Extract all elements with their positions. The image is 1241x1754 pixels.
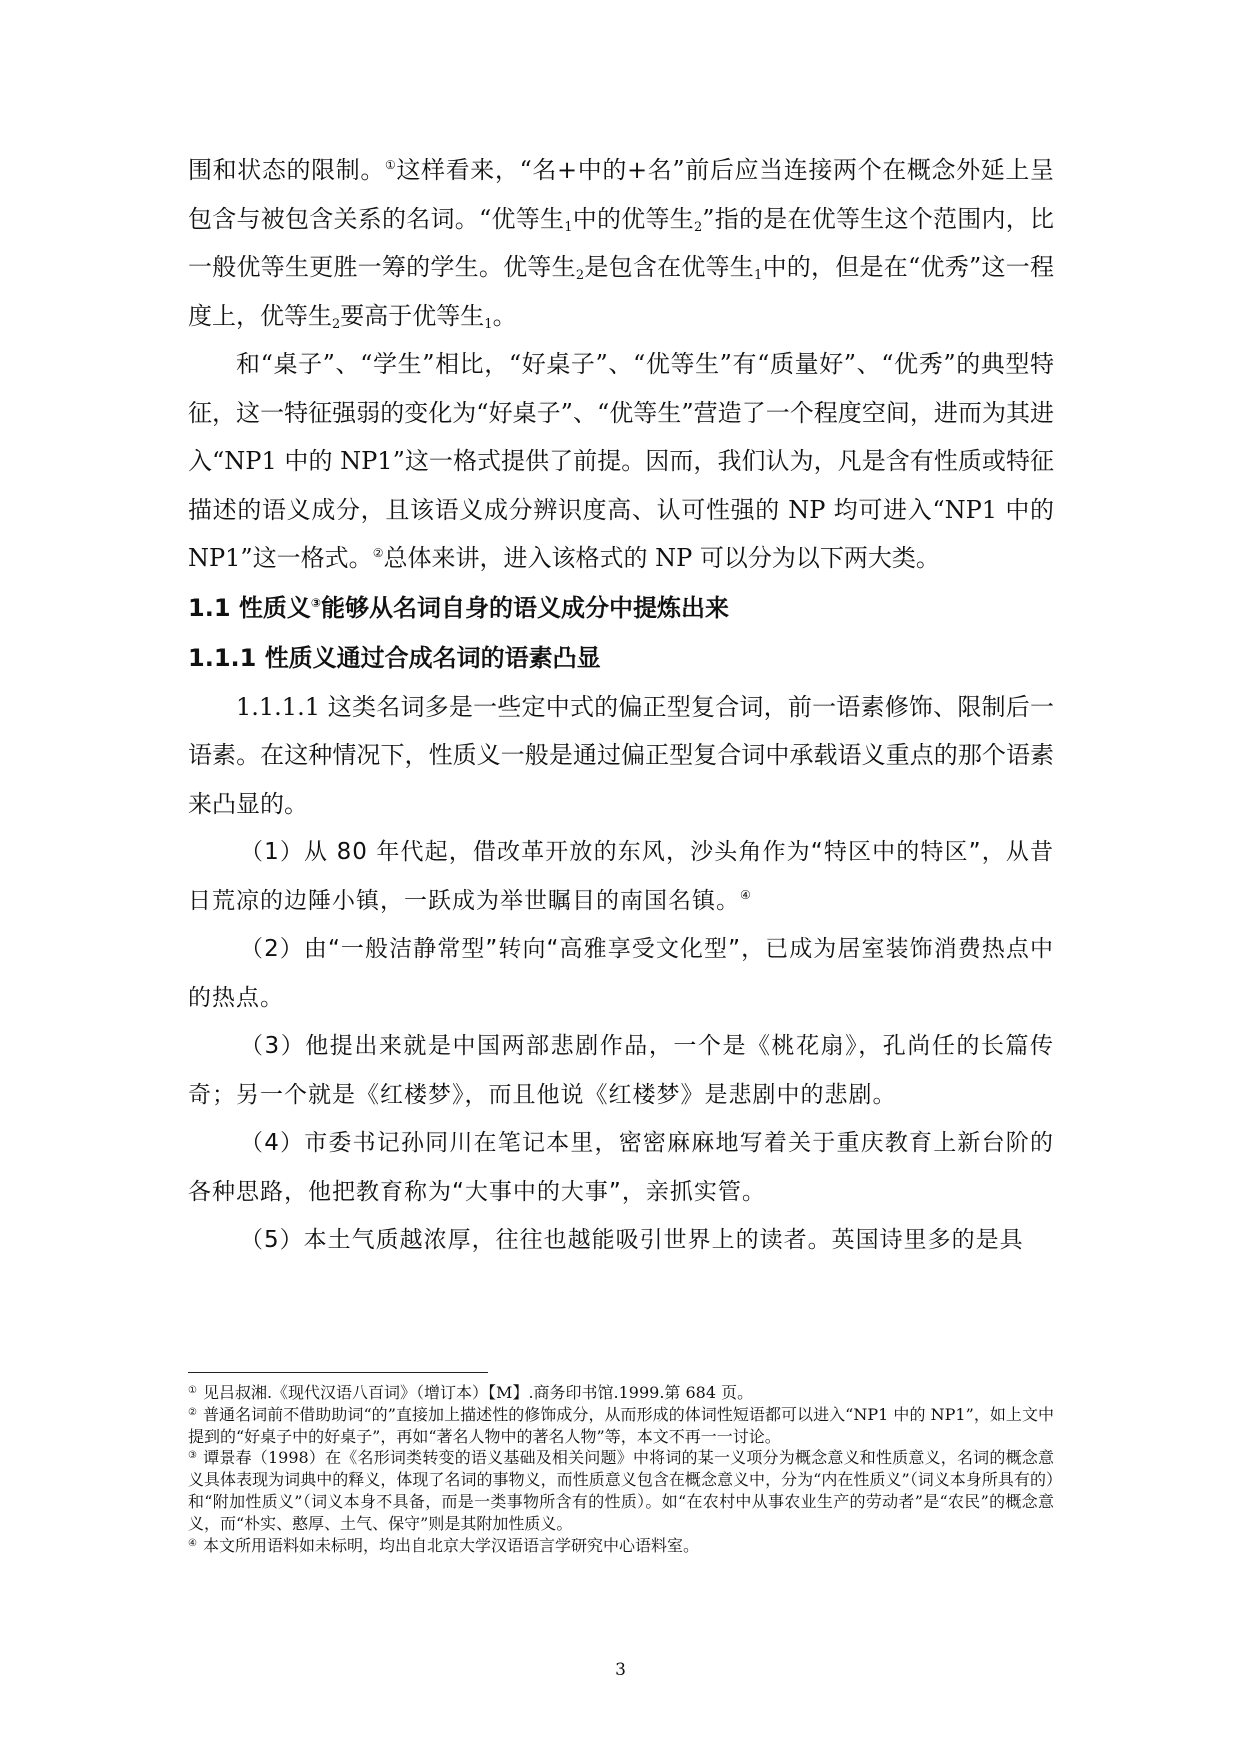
footnote-mark: ①	[188, 1385, 197, 1396]
footnote-ref: ①	[385, 158, 397, 172]
example-sentence: （3）他提出来就是中国两部悲剧作品，一个是《桃花扇》，孔尚任的长篇传奇；另一个就是《红楼梦》，而且他说《红楼梦》是悲剧中的悲剧。	[188, 1033, 1054, 1108]
footnote-mark: ④	[188, 1537, 197, 1549]
subscript: 1	[484, 316, 493, 332]
footnotes	[188, 1382, 1054, 1556]
subscript: 1	[564, 219, 573, 235]
example-sentence: （5）本土气质越浓厚，往往也越能吸引世界上的读者。英国诗里多的是具	[240, 1227, 1024, 1253]
text-run: 是包含在优等生	[584, 253, 755, 281]
footnote	[188, 1382, 1054, 1404]
text-run: 这样看来，“名+中的+名”前后应当连接两个在概念外延上呈包含与被包含关系的名词。“优等生	[188, 156, 1054, 233]
heading-text: 能够从名词自身的语义成分中提炼出来	[321, 593, 730, 622]
text-run: 。	[492, 301, 517, 330]
text-run: 中的优等生	[572, 204, 694, 233]
paragraph	[188, 146, 1054, 340]
footnote-mark: ②	[188, 1406, 198, 1418]
subscript: 2	[575, 268, 585, 283]
footnote-text: 本文所用语料如未标明，均出自北京大学汉语语言学研究中心语料室。	[202, 1535, 699, 1555]
footnote-text: 见吕叔湘.《现代汉语八百词》（增订本）【M】.商务印书馆.1999.第 684 页。	[202, 1383, 754, 1402]
subscript: 2	[332, 316, 341, 332]
footnote-divider	[188, 1372, 488, 1373]
footnote-text: 谭景春（1998）在《名形词类转变的语义基础及相关问题》中将词的某一义项分为概念意义和性质意义，名词的概念意义具体表现为词典中的释义，体现了名词的事物义，而性质意义包含在概念意义中，分为“内在性质义”（词义本身所具有的）和“附加性质义”（词义本身不具备，而是一类事物所含有的性质）。如“在农村中从事农业生产的劳动者”是“农民”的概念意义，而“朴实、憨厚、土气、保守”则是其附加性质义。	[188, 1448, 1054, 1533]
subscript: 2	[693, 219, 703, 235]
footnote	[188, 1404, 1054, 1448]
text-run: 和“桌子”、“学生”相比，“好桌子”、“优等生”有“质量好”、“优秀”的典型特征，这一特征强弱的变化为“好桌子”、“优等生”营造了一个程度空间，进而为其进入“NP1 中的 NP1”这一格式提供了前提。因而，我们认为，凡是含有性质或特征描述的语义成分，且该语义成分辨识度高、认可性强的 NP 均可进入“NP1 中的 NP1”这一格式。	[188, 350, 1054, 572]
section-heading	[188, 583, 1054, 633]
paragraph: 1.1.1.1 这类名词多是一些定中式的偏正型复合词，前一语素修饰、限制后一语素。在这种情况下，性质义一般是通过偏正型复合词中承载语义重点的那个语素来凸显的。	[188, 692, 1054, 818]
paragraph	[188, 340, 1054, 583]
text-run: 总体来讲，进入该格式的 NP 可以分为以下两大类。	[383, 544, 940, 572]
text-run: 要高于优等生	[340, 301, 485, 330]
example-sentence: （2）由“一般洁静常型”转向“高雅享受文化型”，已成为居室装饰消费热点中的热点。	[188, 936, 1054, 1011]
footnote	[188, 1535, 1054, 1557]
footnote-text: 普通名词前不借助助词“的”直接加上描述性的修饰成分，从而形成的体词性短语都可以进入“NP1 中的 NP1”，如上文中提到的“好桌子中的好桌子”，再如“著名人物中的著名人物”等，本文不再一一讨论。	[188, 1404, 1054, 1446]
text-run: 围和状态的限制。	[188, 156, 385, 184]
footnote-ref: ③	[310, 595, 322, 610]
text-run: 中的，但是在“优秀”这一程度上，优等生	[188, 253, 1054, 330]
footnote-ref: ④	[740, 887, 752, 902]
footnote-mark: ③	[188, 1450, 198, 1462]
example-sentence	[188, 828, 1054, 925]
subscript: 1	[754, 268, 763, 283]
subsection-heading: 1.1.1 性质义通过合成名词的语素凸显	[188, 643, 601, 672]
footnote	[188, 1447, 1054, 1534]
main-text	[188, 146, 1054, 1265]
footnote-ref: ②	[372, 546, 384, 560]
text-run: （1）从 80 年代起，借改革开放的东风，沙头角作为“特区中的特区”，从昔日荒凉的边陲小镇，一跃成为举世瞩目的南国名镇。	[188, 839, 1054, 914]
page-number: 3	[615, 1660, 626, 1680]
heading-text: 1.1 性质义	[188, 593, 311, 622]
text-run: ”指的是在优等生这个范围内，比一般优等生更胜一筹的学生。优等生	[188, 204, 1054, 281]
example-sentence: （4）市委书记孙同川在笔记本里，密密麻麻地写着关于重庆教育上新台阶的各种思路，他把教育称为“大事中的大事”，亲抓实管。	[188, 1130, 1054, 1205]
